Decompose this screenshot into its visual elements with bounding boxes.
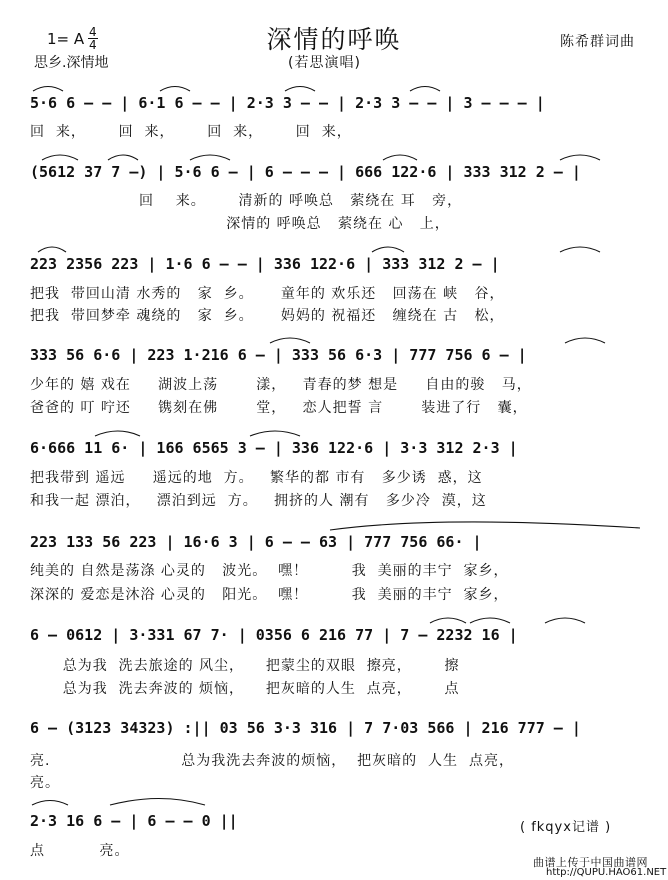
lyric-line-6a: 纯美的 自然是荡涤 心灵的 波光。 嘿！ 我 美丽的丰宁 家乡， — [30, 563, 509, 579]
lyric-line-7b: 总为我 洗去奔波的 烦恼， 把灰暗的人生 点亮， 点 — [30, 681, 460, 697]
meter-bottom: 4 — [89, 38, 97, 52]
time-signature — [88, 26, 98, 51]
lyric-line-2b: 深情的 呼唤总 萦绕在 心 上， — [30, 216, 450, 232]
notation-line-3: 223 2356 223 | 1·6 6 – – | 336 122·6 | 333 312 2 – | — [30, 255, 500, 273]
key-signature: 1= A — [47, 30, 85, 48]
lyric-line-3a: 把我 带回山清 水秀的 家 乡。 童年的 欢乐还 回荡在 峡 谷， — [30, 286, 505, 302]
lyric-line-8b: 亮。 — [30, 775, 60, 791]
meter-top: 4 — [89, 25, 97, 39]
lyric-line-1a: 回 来， 回 来， 回 来， 回 来， — [30, 124, 352, 140]
notation-line-7: 6 – 0612 | 3·331 67 7· | 0356 6 216 77 | 7 – 2232 16 | — [30, 626, 518, 644]
lyric-line-8a: 亮. 总为我洗去奔波的烦恼， 把灰暗的 人生 点亮， — [30, 753, 514, 769]
lyric-line-4b: 爸爸的 叮 咛还 镌刻在佛 堂， 恋人把誓 言 装进了行 囊， — [30, 400, 528, 416]
lyric-line-4a: 少年的 嬉 戏在 湖波上荡 漾， 青春的梦 想是 自由的骏 马， — [30, 377, 532, 393]
composer-credit: 陈希群词曲 — [560, 34, 635, 50]
song-title: 深情的呼唤 — [266, 25, 402, 54]
upload-source: 曲谱上传于中国曲谱网 — [533, 856, 648, 869]
transcriber-credit: ( fkqyx记谱 ) — [520, 820, 612, 835]
notation-line-8: 6 – (3123 34323) :|| 03 56 3·3 316 | 7 7·03 566 | 216 777 – | — [30, 719, 581, 737]
notation-line-6: 223 133 56 223 | 16·6 3 | 6 – – 63 | 777 756 66· | — [30, 533, 482, 551]
tempo-marking: 思乡.深情地 — [34, 55, 109, 71]
lyric-line-6b: 深深的 爱恋是沐浴 心灵的 阳光。 嘿！ 我 美丽的丰宁 家乡， — [30, 587, 509, 603]
notation-line-2: (5612 37 7 –) | 5·6 6 – | 6 – – – | 666 122·6 | 333 312 2 – | — [30, 163, 581, 181]
notation-line-5: 6·666 11 6· | 166 6565 3 – | 336 122·6 | 3·3 312 2·3 | — [30, 439, 518, 457]
lyric-line-5b: 和我一起 漂泊， 漂泊到远 方。 拥挤的人 潮有 多少冷 漠，这 — [30, 493, 487, 509]
notation-line-1: 5·6 6 – – | 6·1 6 – – | 2·3 3 – – | 2·3 3 – – | 3 – – – | — [30, 94, 545, 112]
notation-line-9: 2·3 16 6 – | 6 – – 0 || — [30, 812, 238, 830]
lyric-line-5a: 把我带到 遥远 遥远的地 方。 繁华的都 市有 多少诱 惑，这 — [30, 470, 483, 486]
lyric-line-3b: 把我 带回梦牵 魂绕的 家 乡。 妈妈的 祝福还 缠绕在 古 松， — [30, 308, 505, 324]
lyric-line-2a: 回 来。 清新的 呼唤总 萦绕在 耳 旁， — [30, 193, 463, 209]
notation-line-4: 333 56 6·6 | 223 1·216 6 – | 333 56 6·3 | 777 756 6 – | — [30, 346, 527, 364]
lyric-line-9a: 点 亮。 — [30, 843, 130, 859]
lyric-line-7a: 总为我 洗去旅途的 风尘， 把蒙尘的双眼 擦亮， 擦 — [30, 658, 460, 674]
singer-credit: (若思演唱) — [288, 55, 361, 71]
source-url: http://QUPU.HAO61.NET — [546, 867, 667, 878]
